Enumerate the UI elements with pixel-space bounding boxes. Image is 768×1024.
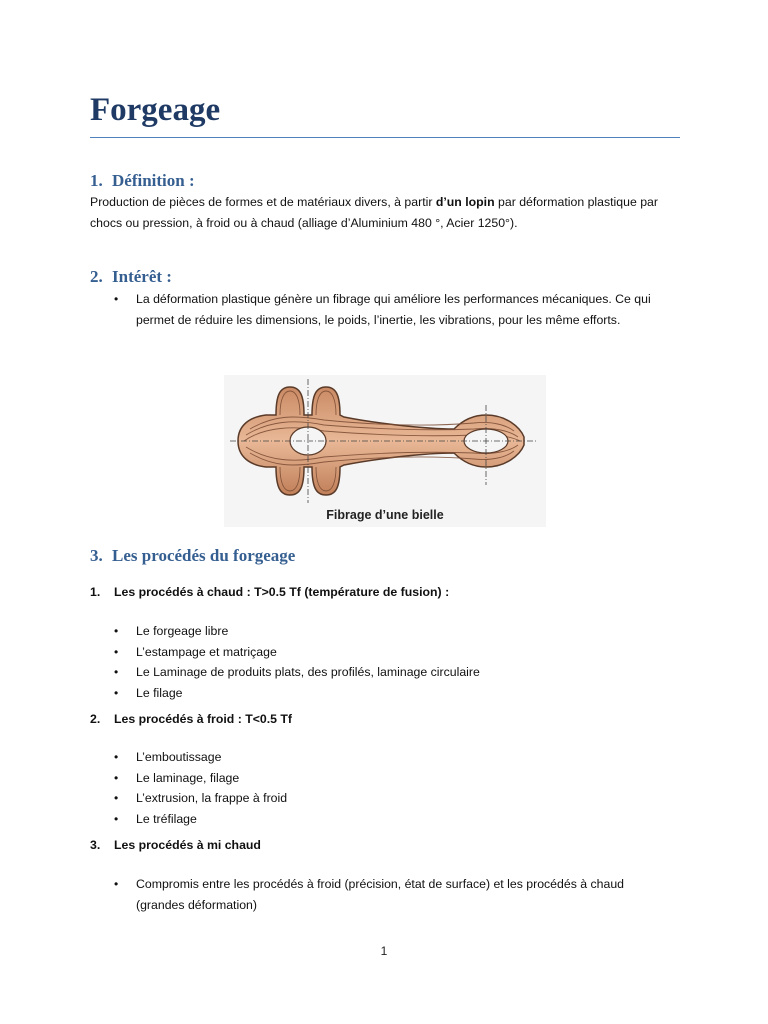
list-item-text: Le tréfilage bbox=[136, 811, 197, 826]
bullet-icon: • bbox=[114, 685, 119, 700]
list-item bbox=[114, 642, 480, 663]
subsection-chaud-heading bbox=[90, 585, 449, 599]
bullet-icon: • bbox=[114, 665, 119, 679]
mi-chaud-bullet-list bbox=[114, 874, 624, 915]
section-title: Intérêt : bbox=[112, 267, 172, 286]
subsection-number: 3. bbox=[90, 838, 101, 852]
bullet-icon: • bbox=[114, 770, 119, 785]
list-item-text: L’estampage et matriçage bbox=[136, 644, 277, 659]
bullet-icon: • bbox=[114, 811, 119, 826]
subsection-mi-chaud-heading bbox=[90, 838, 261, 852]
list-item-text: L’extrusion, la frappe à froid bbox=[136, 791, 288, 805]
bullet-icon: • bbox=[114, 750, 119, 764]
definition-text-end: par déformation plastique par bbox=[494, 195, 658, 209]
subsection-number: 1. bbox=[90, 585, 101, 599]
list-item bbox=[114, 747, 287, 768]
definition-line-1 bbox=[90, 192, 658, 213]
list-item-text: Le laminage, filage bbox=[136, 770, 240, 785]
list-item bbox=[114, 768, 287, 789]
bullet-icon: • bbox=[114, 644, 119, 659]
section-title: Définition : bbox=[112, 171, 195, 190]
list-item bbox=[114, 809, 287, 830]
list-item-text: Le forgeage libre bbox=[136, 624, 229, 638]
page-number: 1 bbox=[380, 944, 388, 958]
bullet-line: Compromis entre les procédés à froid (précision, état de surface) et les procédés à chaud bbox=[136, 877, 625, 891]
list-item bbox=[114, 662, 480, 683]
bullet-icon: • bbox=[114, 292, 119, 306]
figure-bielle bbox=[224, 375, 546, 527]
bullet-icon: • bbox=[114, 791, 119, 805]
section-title: Les procédés du forgeage bbox=[112, 546, 296, 565]
interet-bullet-list bbox=[114, 289, 651, 330]
section-number: 3. bbox=[90, 546, 103, 565]
connecting-rod-illustration bbox=[224, 375, 546, 527]
subsection-title: Les procédés à chaud : T>0.5 Tf (température de fusion) : bbox=[114, 585, 450, 599]
list-item bbox=[114, 788, 287, 809]
froid-bullet-list bbox=[114, 747, 287, 829]
title-underline bbox=[90, 137, 680, 138]
chaud-bullet-list bbox=[114, 621, 480, 703]
section-definition-heading bbox=[90, 171, 195, 191]
definition-bold-term: d’un lopin bbox=[435, 195, 495, 209]
section-number: 1. bbox=[90, 171, 103, 190]
section-interet-heading bbox=[90, 267, 172, 287]
bullet-line: permet de réduire les dimensions, le poids, l’inertie, les vibrations, pour les même efforts. bbox=[136, 312, 621, 327]
bullet-line: (grandes déformation) bbox=[136, 897, 257, 912]
page-title: Forgeage bbox=[90, 92, 221, 128]
bullet-line: La déformation plastique génère un fibrage qui améliore les performances mécaniques. Ce qui bbox=[136, 292, 651, 306]
subsection-title: Les procédés à froid : T<0.5 Tf bbox=[114, 712, 293, 726]
bullet-icon: • bbox=[114, 624, 119, 638]
list-item bbox=[114, 874, 624, 915]
subsection-froid-heading bbox=[90, 712, 292, 726]
subsection-number: 2. bbox=[90, 712, 101, 726]
figure-caption: Fibrage d’une bielle bbox=[326, 508, 444, 522]
definition-text: Production de pièces de formes et de matériaux divers, à partir bbox=[90, 195, 436, 209]
subsection-title: Les procédés à mi chaud bbox=[114, 838, 261, 852]
section-number: 2. bbox=[90, 267, 103, 286]
bullet-icon: • bbox=[114, 877, 119, 891]
list-item bbox=[114, 621, 480, 642]
list-item-text: Le Laminage de produits plats, des profilés, laminage circulaire bbox=[136, 665, 480, 679]
list-item-text: L’emboutissage bbox=[136, 750, 222, 764]
section-procedes-heading bbox=[90, 546, 295, 566]
list-item bbox=[114, 289, 651, 330]
list-item bbox=[114, 683, 480, 704]
definition-line-2: chocs ou pression, à froid ou à chaud (alliage d’Aluminium 480 °, Acier 1250°). bbox=[90, 216, 518, 230]
list-item-text: Le filage bbox=[136, 685, 183, 700]
